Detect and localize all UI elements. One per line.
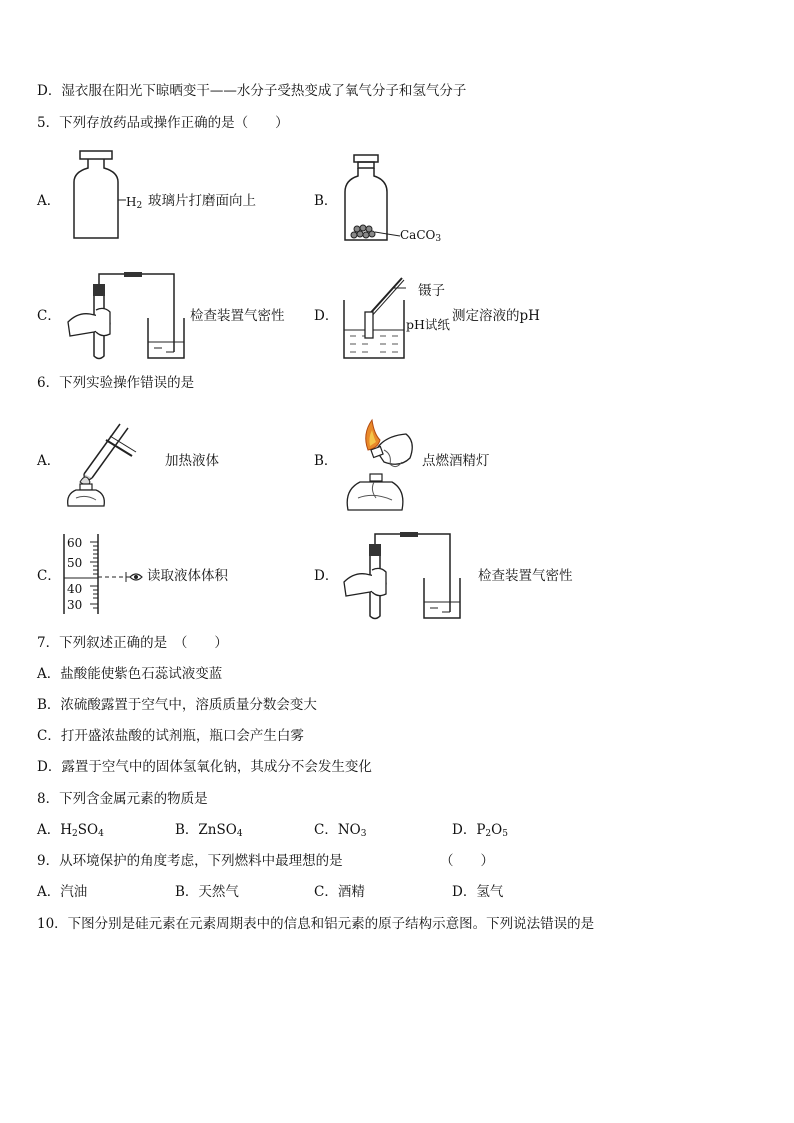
lighting-alcohol-lamp-figure [340, 414, 420, 514]
ph-measure-label: 测定溶液的pH [452, 308, 540, 324]
eye-sightline-figure [98, 568, 146, 586]
heating-liquid-figure [62, 416, 142, 512]
airtightness-check-figure-2 [340, 530, 464, 622]
q6-option-c-label: 读取液体体积 [147, 568, 228, 584]
h2-formula: $H_2$ [126, 195, 143, 211]
ph-paper-label: pH试纸 [406, 317, 450, 332]
q9-option-c: C．酒精 [314, 884, 365, 900]
caco3-label: CaCO$_3$ [400, 228, 442, 244]
q9-answer-blank: （ ） [440, 853, 494, 869]
tick-label-50: 50 [67, 556, 83, 570]
q5-option-c-letter: C． [37, 308, 61, 324]
q8-option-d: D．$P_2O_5$ [452, 822, 508, 839]
q5-option-c-label: 检查装置气密性 [190, 308, 285, 324]
q6-stem: 6．下列实验操作错误的是 [37, 375, 195, 391]
q7-option-b: B．浓硫酸露置于空气中，溶质质量分数会变大 [37, 697, 317, 713]
q6-option-a-letter: A． [37, 453, 61, 469]
ph-test-figure [340, 272, 410, 362]
q8-stem: 8．下列含金属元素的物质是 [37, 791, 208, 807]
q6-option-b-letter: B． [314, 453, 338, 469]
q9-stem: 9．从环境保护的角度考虑，下列燃料中最理想的是 [37, 853, 343, 869]
q5-stem: 5．下列存放药品或操作正确的是（ ） [37, 115, 289, 131]
q5-option-d-letter: D． [314, 308, 339, 324]
q6-option-a-label: 加热液体 [165, 453, 219, 469]
q7-stem: 7．下列叙述正确的是 （ ） [37, 635, 228, 651]
reagent-bottle-figure [340, 154, 402, 244]
q5-option-b-letter: B． [314, 193, 338, 209]
q6-option-d-label: 检查装置气密性 [478, 568, 573, 584]
q6-option-c-letter: C． [37, 568, 61, 584]
q8-option-a: A．$H_2SO_4$ [37, 822, 104, 839]
airtightness-check-figure [64, 270, 188, 362]
q5-option-a-label: 玻璃片打磨面向上 [148, 193, 256, 209]
q7-option-d: D．露置于空气中的固体氢氧化钠，其成分不会发生变化 [37, 759, 372, 775]
tick-label-30: 30 [67, 598, 83, 612]
q9-option-a: A．汽油 [37, 884, 88, 900]
q9-option-b: B．天然气 [175, 884, 239, 900]
q7-option-a: A．盐酸能使紫色石蕊试液变蓝 [37, 666, 223, 682]
tick-label-60: 60 [67, 536, 83, 550]
q10-stem: 10．下图分别是硅元素在元素周期表中的信息和铝元素的原子结构示意图。下列说法错误的是 [37, 916, 595, 932]
q5-option-a-letter: A． [37, 193, 61, 209]
q6-option-b-label: 点燃酒精灯 [422, 453, 490, 469]
q8-option-b: B．ZnSO$_4$ [175, 822, 243, 839]
gas-bottle-figure [68, 150, 128, 242]
q7-option-c: C．打开盛浓盐酸的试剂瓶，瓶口会产生白雾 [37, 728, 304, 744]
q4-option-d: D．湿衣服在阳光下晾晒变干——水分子受热变成了氧气分子和氢气分子 [37, 83, 467, 99]
q6-option-d-letter: D． [314, 568, 339, 584]
tweezers-label: 镊子 [418, 283, 445, 299]
tick-label-40: 40 [67, 582, 83, 596]
q9-option-d: D．氢气 [452, 884, 504, 900]
q8-option-c: C．$NO_3$ [314, 822, 367, 839]
